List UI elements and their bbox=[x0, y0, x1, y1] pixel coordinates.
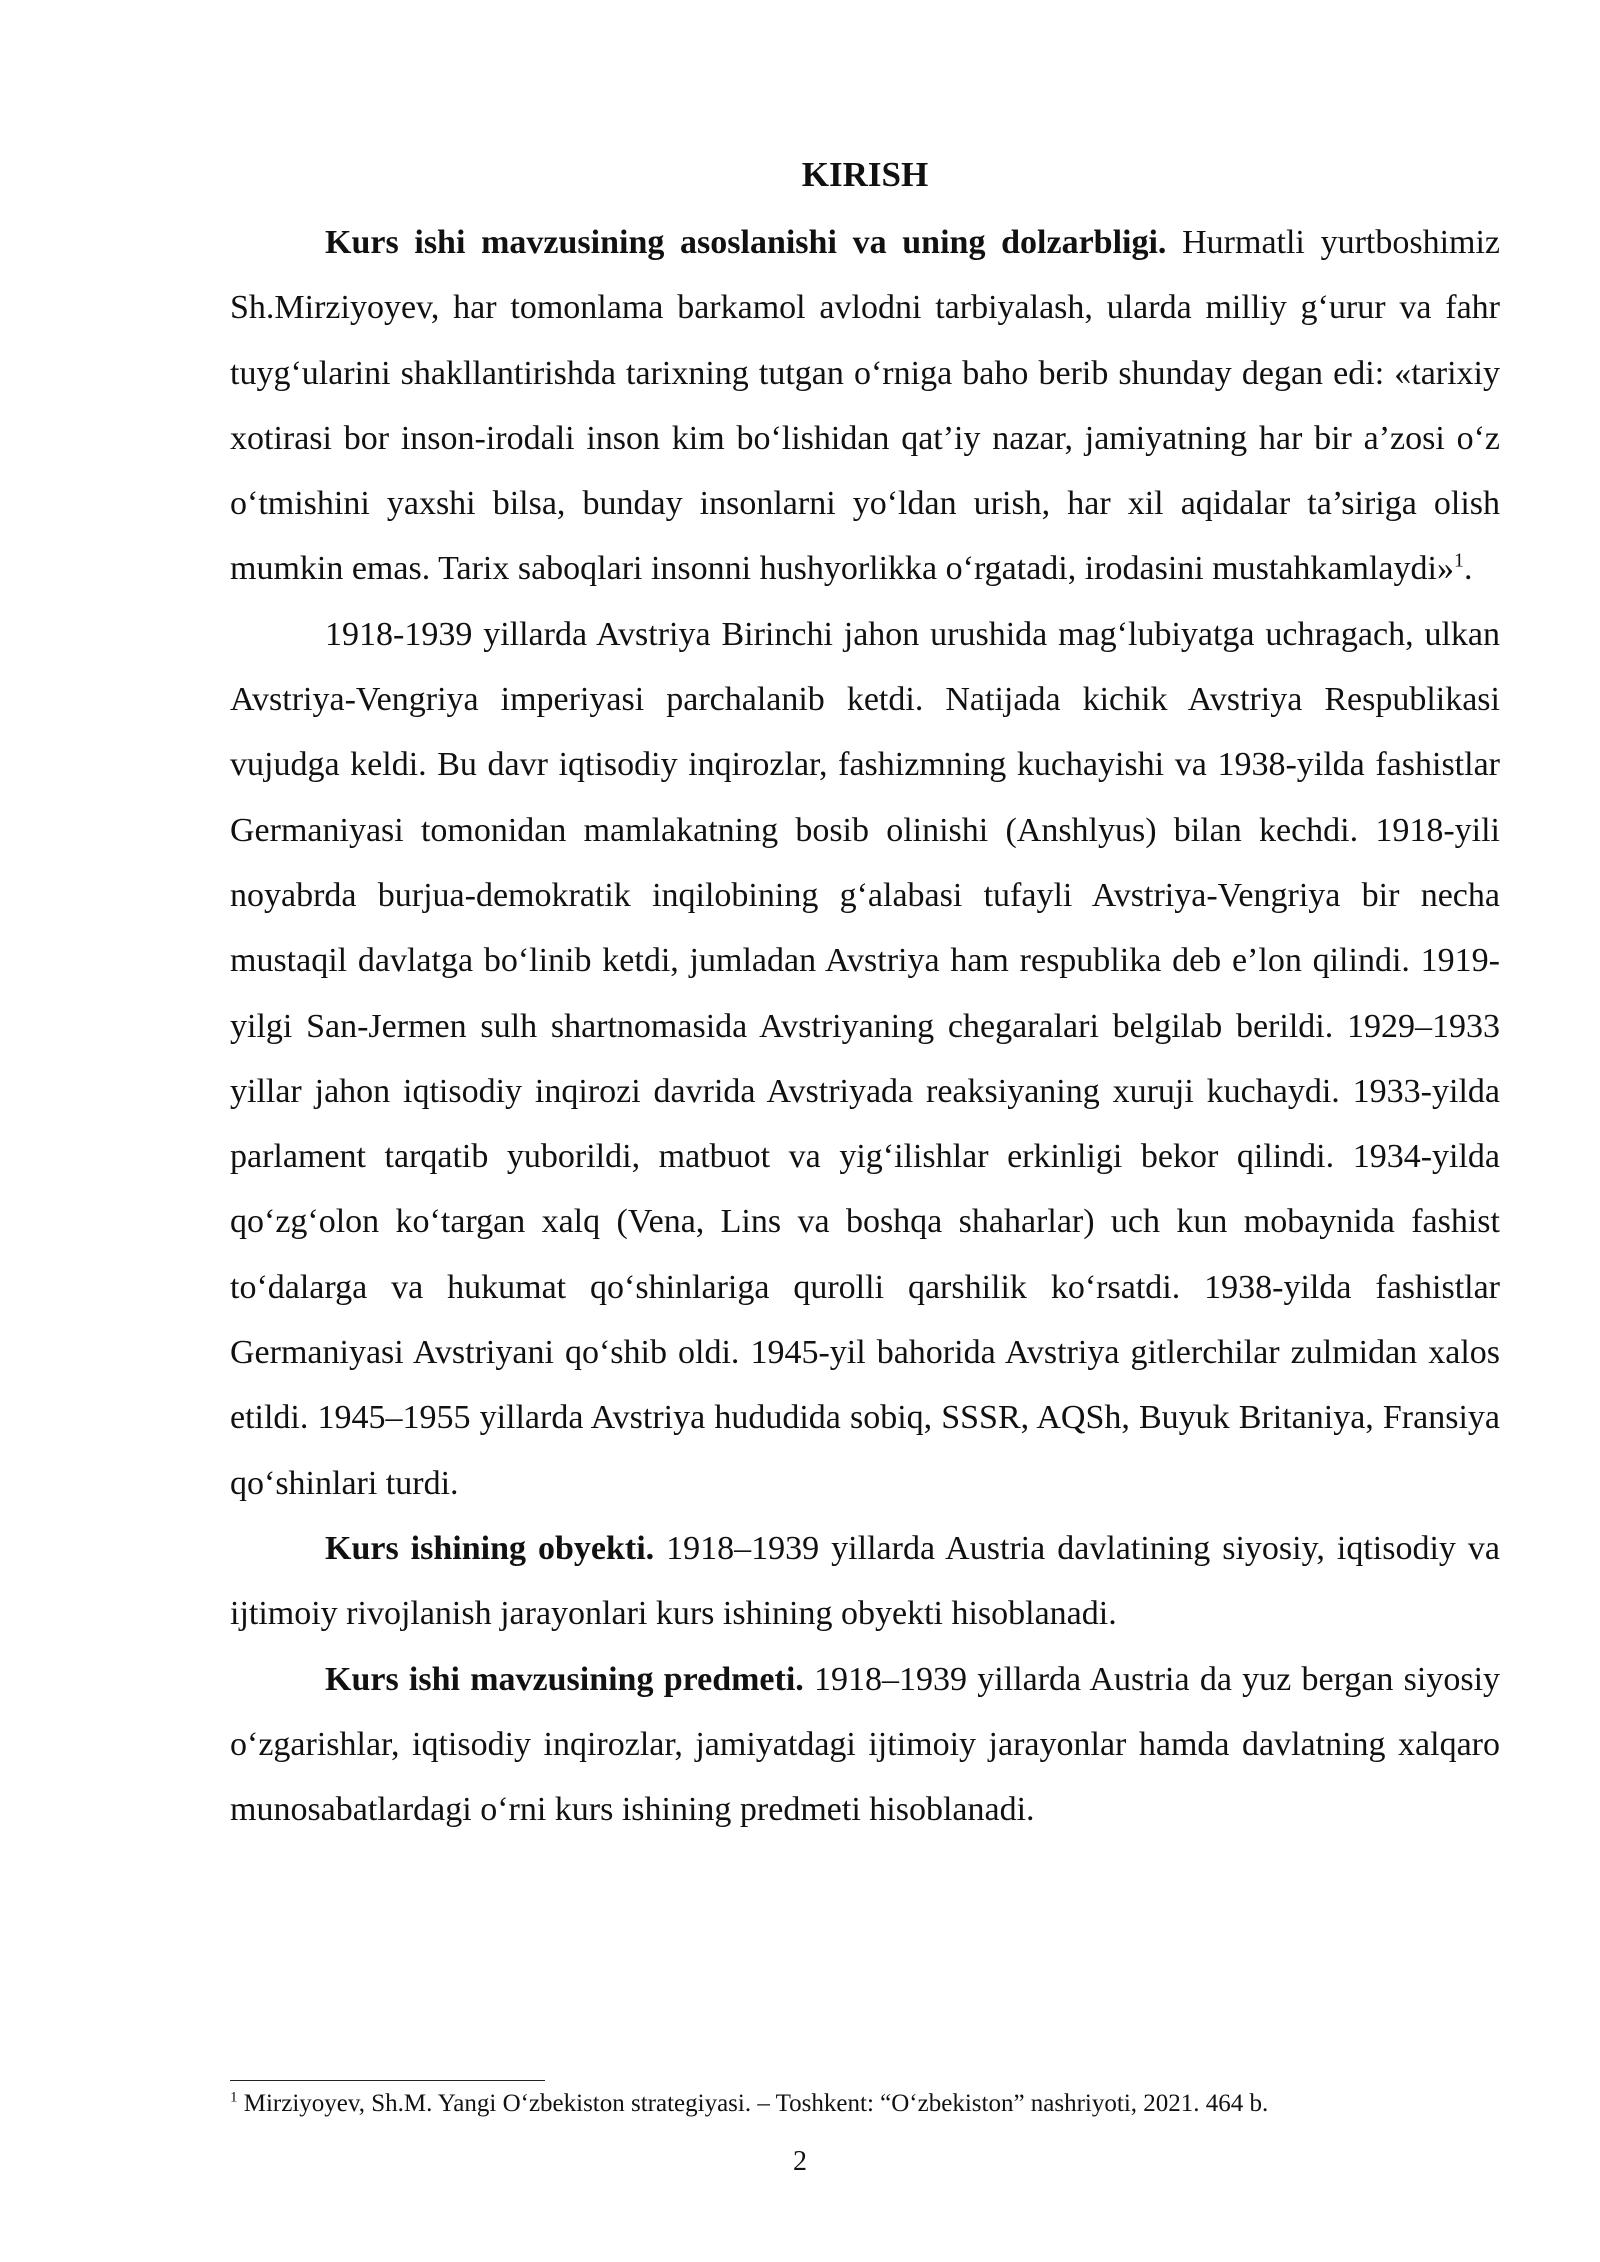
paragraph-text: 1918–1939 yillarda Austria da yuz bergan siyosiy o‘zgarishlar, iqtisodiy inqirozlar, jamiyatdagi ijtimoiy jarayonlar hamda davlatning xalqaro munosabatlardagi o‘rni kurs ishining predmeti hisoblanadi. bbox=[230, 1660, 1501, 1829]
footnote bbox=[230, 2086, 1500, 2122]
footnote-text: Mirziyoyev, Sh.M. Yangi O‘zbekiston strategiyasi. – Toshkent: “O‘zbekiston” nashriyoti, 2021. 464 b. bbox=[237, 2090, 1269, 2117]
paragraph-relevance bbox=[230, 210, 1500, 602]
paragraph-history bbox=[230, 602, 1500, 1516]
footnote-divider bbox=[230, 2080, 545, 2081]
paragraph-subject bbox=[230, 1647, 1500, 1843]
paragraph-text: 1918-1939 yillarda Avstriya Birinchi jahon urushida mag‘lubiyatga uchragach, ulkan Avstriya-Vengriya imperiyasi parchalanib ketdi. Natijada kichik Avstriya Respublikasi vujudga keldi. Bu davr iqtisodiy inqirozlar, fashizmning kuchayishi va 1938-yilda fashistlar Germaniyasi tomonidan mamlakatning bosib olinishi (Anshlyus) bilan kechdi. 1918-yili noyabrda burjua-demokratik inqilobining g‘alabasi tufayli Avstriya-Vengriya bir necha mustaqil davlatga bo‘linib ketdi, jumladan Avstriya ham respublika deb e’lon qilindi. 1919-yilgi San-Jermen sulh shartnomasida Avstriyaning chegaralari belgilab berildi. 1929–1933 yillar jahon iqtisodiy inqirozi davrida Avstriyada reaksiyaning xuruji kuchaydi. 1933-yilda parlament tarqatib yuborildi, matbuot va yig‘ilishlar erkinligi bekor qilindi. 1934-yilda qo‘zg‘olon ko‘targan xalq (Vena, Lins va boshqa shaharlar) uch kun mobaynida fashist to‘dalarga va hukumat qo‘shinlariga qurolli qarshilik ko‘rsatdi. 1938-yilda fashistlar Germaniyasi Avstriyani qo‘shib oldi. 1945-yil bahorida Avstriya gitlerchilar zulmidan xalos etildi. 1945–1955 yillarda Avstriya hududida sobiq, SSSR, AQSh, Buyuk Britaniya, Fransiya qo‘shinlari turdi. bbox=[230, 615, 1500, 1502]
paragraph-object bbox=[230, 1516, 1500, 1647]
section-heading: KIRISH bbox=[801, 155, 929, 194]
paragraph-tail: . bbox=[1463, 550, 1473, 588]
page-number: 2 bbox=[793, 2146, 807, 2177]
page-body bbox=[230, 145, 1500, 1842]
paragraph-lead: Kurs ishi mavzusining predmeti. bbox=[325, 1660, 804, 1698]
paragraph-text: 1918–1939 yillarda Austria davlatining siyosiy, iqtisodiy va ijtimoiy rivojlanish jarayonlari kurs ishining obyekti hisoblanadi. bbox=[230, 1529, 1500, 1633]
footnote-reference[interactable]: 1 bbox=[1453, 550, 1464, 573]
paragraph-lead: Kurs ishi mavzusining asoslanishi va uning dolzarbligi. bbox=[325, 224, 1167, 261]
footnote-marker: 1 bbox=[230, 2089, 238, 2106]
paragraph-text: Hurmatli yurtboshimiz Sh.Mirziyoyev, har tomonlama barkamol avlodni tarbiyalash, ularda milliy g‘urur va fahr tuyg‘ularini shakllantirishda tarixning tutgan o‘rniga baho berib shunday degan edi: «tarixiy xotirasi bor inson-irodali inson kim bo‘lishidan qat’iy nazar, jamiyatning har bir a’zosi o‘z o‘tmishini yaxshi bilsa, bunday insonlarni yo‘ldan urish, har xil aqidalar ta’siriga olish mumkin emas. Tarix saboqlari insonni hushyorlikka o‘rgatadi, irodasini mustahkamlaydi» bbox=[230, 224, 1500, 588]
paragraph-lead: Kurs ishining obyekti. bbox=[325, 1529, 655, 1567]
